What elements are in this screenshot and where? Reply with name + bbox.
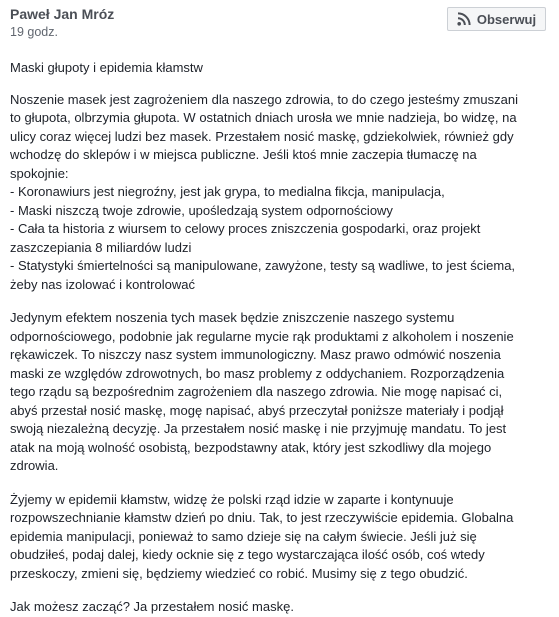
follow-button[interactable]: [447, 7, 546, 31]
text-line: Noszenie masek jest zagrożeniem dla naszego zdrowia, to do czego jesteśmy zmuszani: [10, 91, 518, 107]
text-line: swoją niezależną decyzję. Ja przestałem nosić maskę i nie przyjmuję mandatu. To jest: [10, 421, 507, 436]
text-line: epidemia manipulacji, ponieważ to samo dzieje się na całym świecie. Jeśli już się: [10, 528, 477, 544]
text-line: Jak możesz zacząć? Ja przestałem nosić maskę.: [10, 599, 294, 614]
text-line: rozpowszechnianie kłamstw dzień po dniu. Tak, to jest rzeczywiście epidemia. Globalna: [10, 510, 514, 525]
post-timestamp[interactable]: 19 godz.: [10, 25, 58, 39]
text-line: - Koronawiurs jest niegroźny, jest jak grypa, to medialna fikcja, manipulacja,: [10, 184, 445, 199]
text-line: wchodzę do sklepów i w miejsca publiczne. Jeśli ktoś mnie zaczepia tłumaczę na: [10, 147, 477, 162]
text-line: Jedynym efektem noszenia tych masek będzie zniszczenie naszego systemu: [10, 310, 455, 325]
author-name[interactable]: Paweł Jan Mróz: [10, 6, 115, 22]
text-line: to głupota, olbrzymia głupota. W ostatnich dniach urosła we mnie nadzieja, bo widzę, na: [10, 110, 517, 125]
text-line: odpornościowego, podobnie jak regularne mycie rąk produktami z alkoholem i noszenie: [10, 328, 514, 344]
text-line: zaszczepiania 8 miliardów ludzi: [10, 239, 192, 255]
text-line: - Cała ta historia z wiursem to celowy proces zniszczenia gospodarki, oraz projekt: [10, 221, 481, 236]
text-line: - Maski niszczą twoje zdrowie, upośledzają system odpornościowy: [10, 202, 393, 218]
text-line: atak na moją wolność osobistą, bezpodstawny atak, który jest szkodliwy dla mojego: [10, 439, 492, 455]
text-line: zdrowia.: [10, 458, 59, 473]
text-line: żeby nas izolować i kontrolować: [10, 276, 195, 292]
paragraph-1: [10, 91, 546, 295]
text-line: maski ze względów zdrowotnych, bo masz problemy z oddychaniem. Rozporządzenia: [10, 365, 505, 381]
post-body: [10, 59, 546, 617]
paragraph-4: [10, 598, 546, 617]
text-line: obudziłeś, podaj dalej, kiedy ocknie się z tego wystarczająca ilość osób, coś wtedy: [10, 547, 485, 562]
text-line: - Statystyki śmiertelności są manipulowane, zawyżone, testy są wadliwe, to jest ściema,: [10, 258, 516, 273]
text-line: tego rządu są bezpośrednim zagrożeniem dla naszego zdrowia. Nie mogę napisać ci,: [10, 384, 503, 399]
text-line: abyś przestał nosić maskę, mogę napisać, abyś przeczytał poniższe materiały i podjął: [10, 402, 504, 418]
text-line: ulicy coraz więcej ludzi bez masek. Przestałem nosić maskę, gdziekolwiek, również gdy: [10, 128, 514, 144]
rss-icon: [457, 12, 471, 26]
paragraph-3: [10, 491, 546, 584]
text-line: spokojnie:: [10, 165, 69, 181]
post-title: Maski głupoty i epidemia kłamstw: [10, 60, 203, 75]
text-line: przeskoczy, zmieni się, będziemy wiedzieć co robić. Musimy się z tego obudzić.: [10, 565, 468, 581]
text-line: rękawiczek. To niszczy nasz system immunologiczny. Masz prawo odmówić noszenia: [10, 347, 501, 362]
text-line: Żyjemy w epidemii kłamstw, widzę że polski rząd idzie w zaparte i kontynuuje: [10, 491, 454, 507]
follow-button-label: Obserwuj: [476, 11, 537, 27]
paragraph-2: [10, 309, 546, 476]
